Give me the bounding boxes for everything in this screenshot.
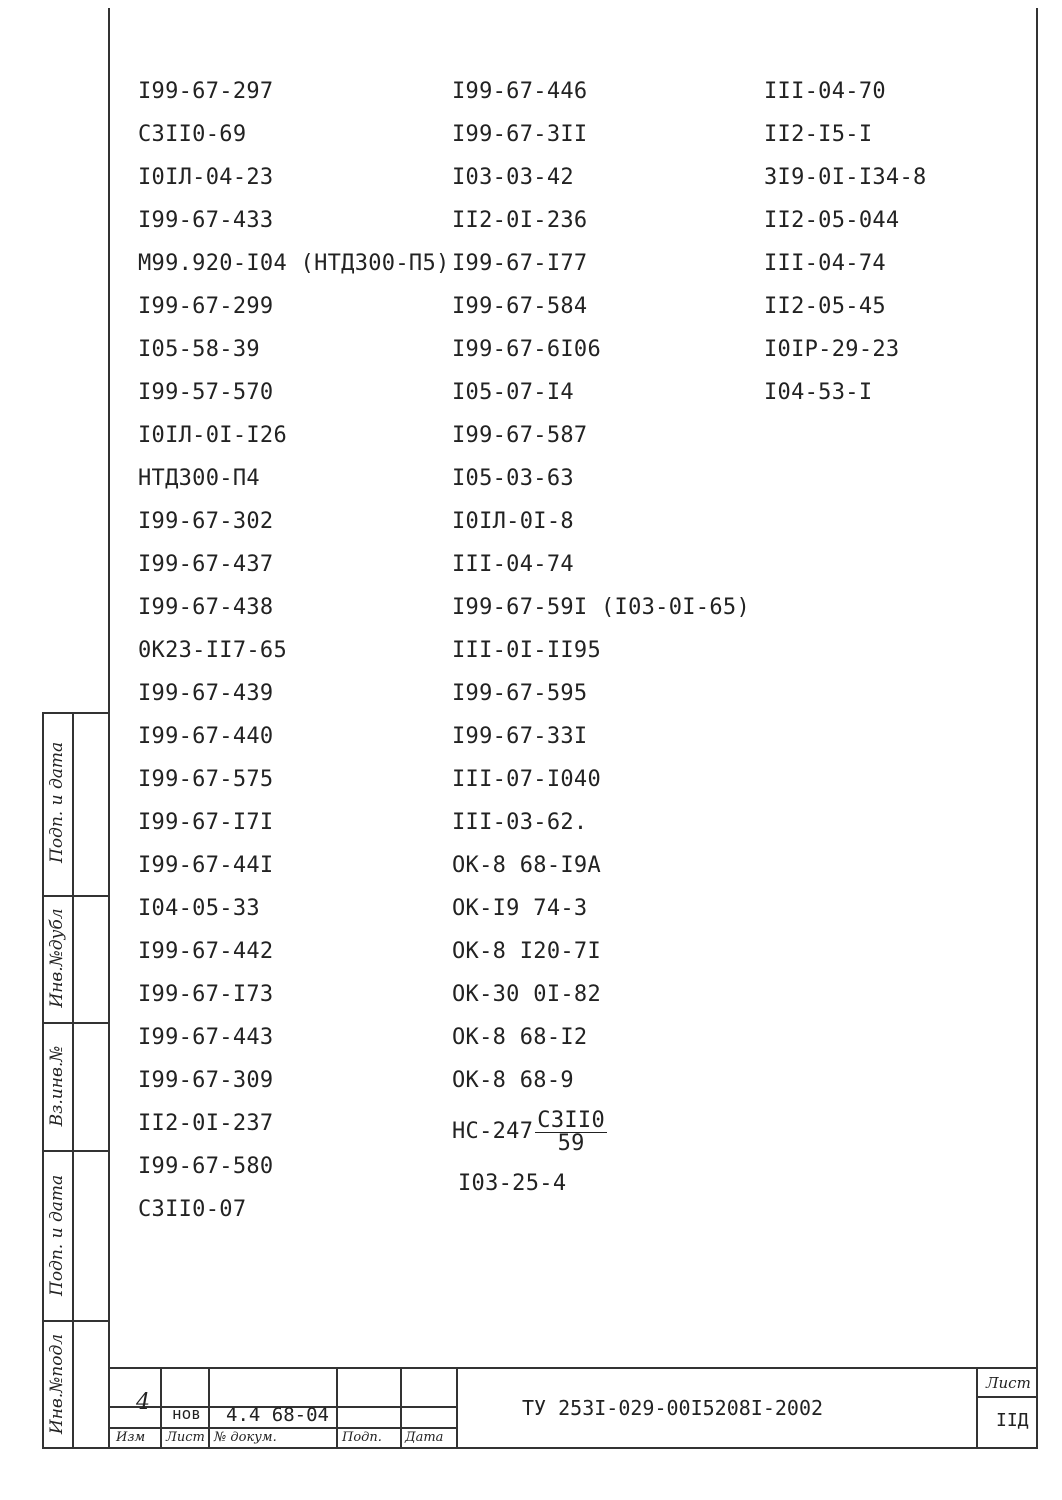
header-date: Дата (405, 1430, 444, 1445)
code-item: I99-67-437 (138, 552, 274, 577)
code-item: I99-57-570 (138, 380, 274, 405)
code-item: I05-07-I4 (452, 380, 574, 405)
code-item: I99-67-440 (138, 724, 274, 749)
code-item: OK-8 I20-7I (452, 939, 601, 964)
code-item: 0K23-II7-65 (138, 638, 287, 663)
code-item: I99-67-I7I (138, 810, 274, 835)
code-item: II2-I5-I (764, 122, 873, 147)
change-text: нов (172, 1404, 201, 1423)
code-item: III-04-70 (764, 79, 886, 104)
header-signature: Подп. (342, 1430, 382, 1445)
fraction-denominator: 59 (557, 1130, 585, 1156)
code-item: I99-67-I77 (452, 251, 588, 276)
sheet-label: Лист (986, 1374, 1031, 1392)
code-item: I03-25-4 (458, 1171, 567, 1196)
code-item: 3I9-0I-I34-8 (764, 165, 927, 190)
code-item: I04-53-I (764, 380, 873, 405)
code-item: I99-67-595 (452, 681, 588, 706)
right-frame-line (1036, 8, 1038, 1448)
code-item: I99-67-584 (452, 294, 588, 319)
code-item: I99-67-33I (452, 724, 588, 749)
side-label-original-inventory: Инв.№подл (47, 1333, 67, 1435)
side-label-sign-date-bottom: Подп. и дата (47, 1174, 67, 1296)
code-item: I99-67-297 (138, 79, 274, 104)
side-label-replace-inventory: Вз.инв.№ (47, 1045, 67, 1127)
code-item: I99-67-443 (138, 1025, 274, 1050)
code-column-3 (764, 70, 927, 414)
code-item: C3II0-07 (138, 1197, 247, 1222)
code-item: II2-0I-236 (452, 208, 588, 233)
code-item: III-04-74 (764, 251, 886, 276)
code-item: II2-0I-237 (138, 1111, 274, 1136)
code-item: I99-67-302 (138, 509, 274, 534)
code-item: I99-67-309 (138, 1068, 274, 1093)
code-column-1 (138, 70, 450, 1231)
code-item: I99-67-433 (138, 208, 274, 233)
code-item: I99-67-I73 (138, 982, 274, 1007)
code-item: II2-05-044 (764, 208, 900, 233)
code-item: I99-67-575 (138, 767, 274, 792)
code-item: I99-67-6I06 (452, 337, 601, 362)
code-item: OK-8 68-9 (452, 1068, 574, 1093)
fraction-code-item (452, 1102, 750, 1162)
code-item: НТДЗ00-П4 (138, 466, 260, 491)
code-item: III-07-I040 (452, 767, 601, 792)
code-item: II2-05-45 (764, 294, 886, 319)
change-number: 4 (136, 1390, 150, 1415)
code-item: I04-05-33 (138, 896, 260, 921)
left-frame-line (108, 8, 110, 1448)
sheet-number: IIД (996, 1410, 1029, 1431)
header-document: № докум. (214, 1430, 277, 1445)
code-item: OK-30 0I-82 (452, 982, 601, 1007)
code-item: I0IЛ-04-23 (138, 165, 274, 190)
code-item: I99-67-59I (I03-0I-65) (452, 595, 750, 620)
code-item: C3II0-69 (138, 122, 247, 147)
fraction-numerator: C3II0 (537, 1107, 606, 1133)
code-item: I99-67-442 (138, 939, 274, 964)
code-column-2 (452, 70, 750, 1205)
code-item: OK-8 68-I9A (452, 853, 601, 878)
code-item: III-03-62. (452, 810, 588, 835)
code-item: I99-67-44I (138, 853, 274, 878)
code-item: I99-67-438 (138, 595, 274, 620)
code-item: I0IЛ-0I-I26 (138, 423, 287, 448)
code-item: III-0I-II95 (452, 638, 601, 663)
code-item: M99.920-I04 (НТДЗ00-П5) (138, 251, 450, 276)
code-item: I0IP-29-23 (764, 337, 900, 362)
code-item: I99-67-446 (452, 79, 588, 104)
document-number: 4.4 68-04 (226, 1404, 329, 1426)
code-item: I99-67-587 (452, 423, 588, 448)
code-item: OK-I9 74-3 (452, 896, 588, 921)
code-item: I05-03-63 (452, 466, 574, 491)
side-label-sign-date-top: Подп. и дата (47, 741, 67, 863)
code-item: I99-67-3II (452, 122, 588, 147)
code-item: I03-03-42 (452, 165, 574, 190)
bottom-frame-line (42, 1447, 1038, 1449)
code-item: I99-67-580 (138, 1154, 274, 1179)
code-item: I0IЛ-0I-8 (452, 509, 574, 534)
code-item: I99-67-299 (138, 294, 274, 319)
fraction (535, 1107, 607, 1156)
header-change: Изм (116, 1430, 146, 1445)
fraction-prefix: HC-247 (452, 1119, 534, 1144)
document-designation: ТУ 253I-029-00I5208I-2002 (522, 1396, 824, 1420)
code-item: I99-67-439 (138, 681, 274, 706)
header-sheet: Лист (166, 1430, 205, 1445)
code-item: I05-58-39 (138, 337, 260, 362)
code-item: OK-8 68-I2 (452, 1025, 588, 1050)
side-label-dup-inventory: Инв.№дубл (47, 908, 67, 1008)
code-item: III-04-74 (452, 552, 574, 577)
